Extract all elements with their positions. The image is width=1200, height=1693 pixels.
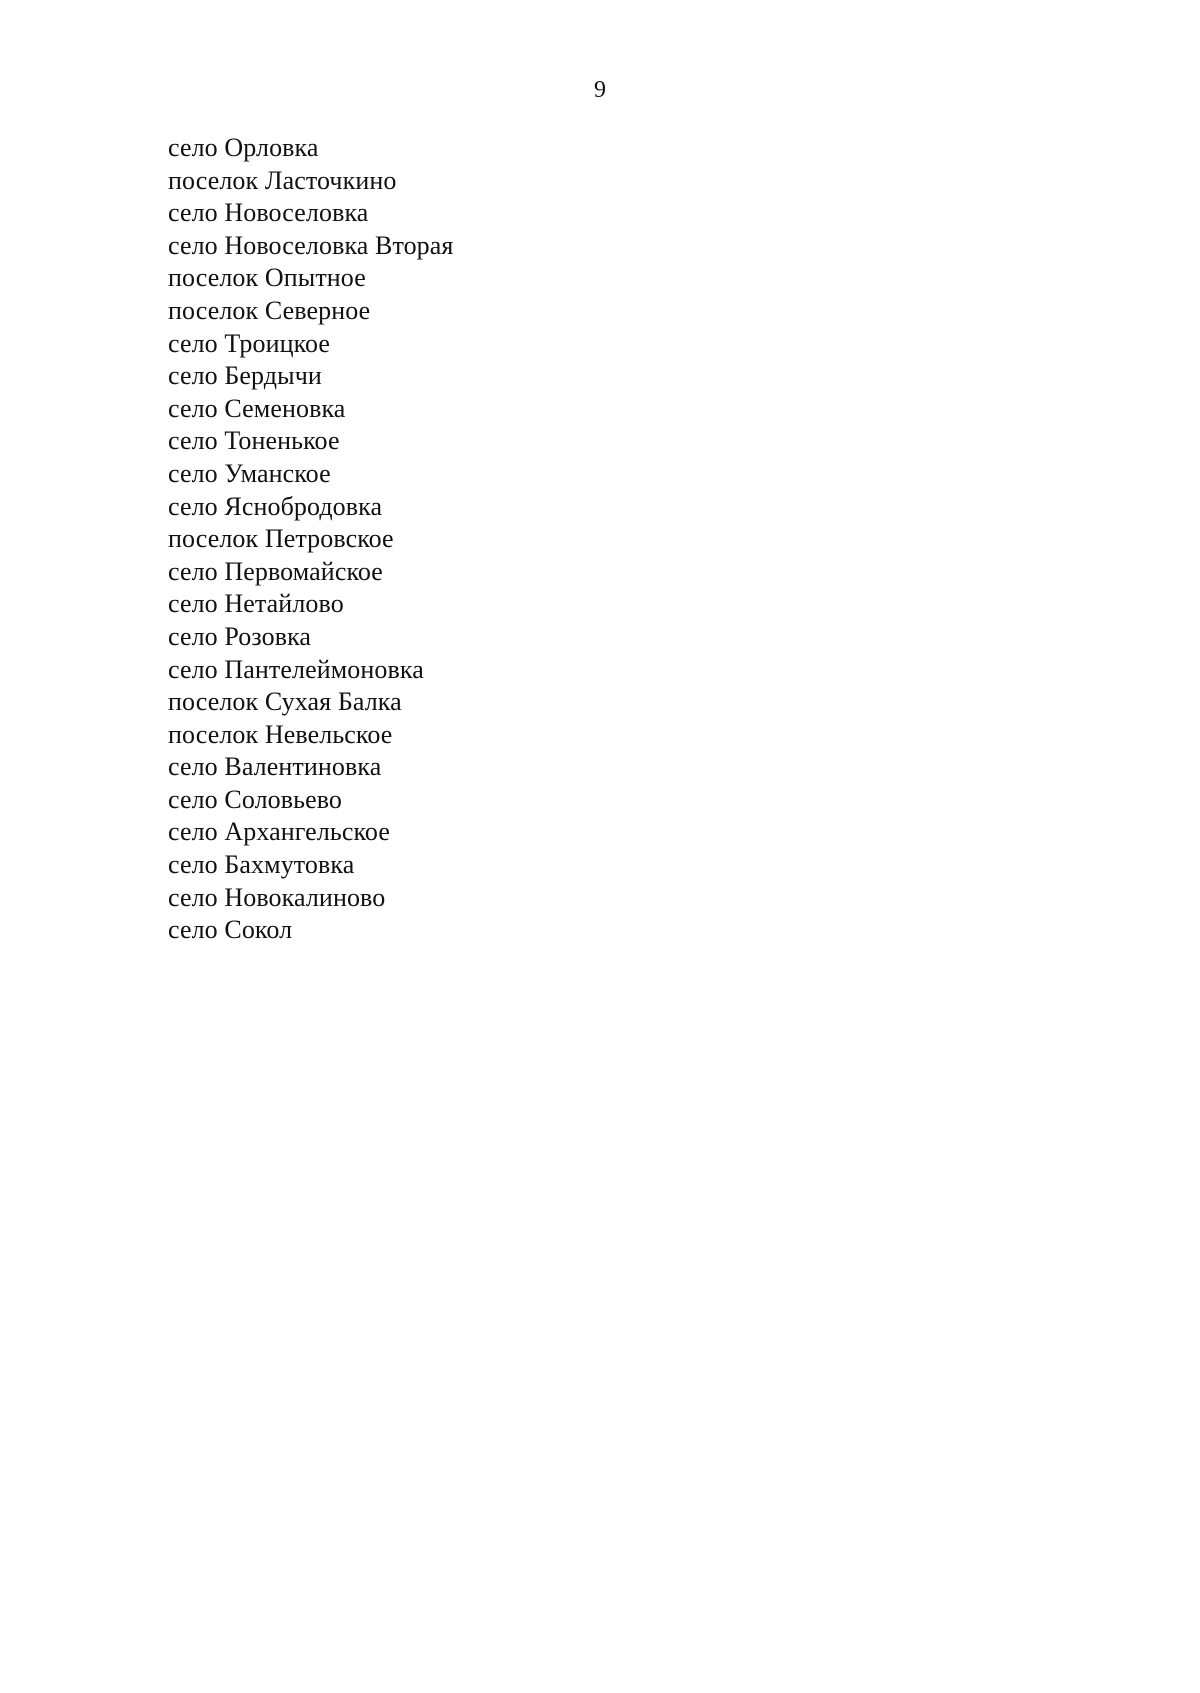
list-item: село Яснобродовка [168, 491, 383, 521]
list-item: село Валентиновка [168, 752, 382, 782]
page-number: 9 [594, 77, 606, 103]
list-item: поселок Ласточкино [168, 165, 397, 195]
list-item: поселок Северное [168, 295, 371, 325]
list-item: поселок Невельское [168, 719, 393, 749]
list-item: село Уманское [168, 458, 331, 488]
list-item: село Новоселовка [168, 198, 369, 228]
list-item: село Новоселовка Вторая [168, 230, 454, 260]
list-item: село Сокол [168, 915, 293, 945]
list-item: село Соловьево [168, 784, 343, 814]
list-item: село Нетайлово [168, 589, 344, 619]
list-item: село Розовка [168, 621, 312, 651]
list-item: село Тоненькое [168, 426, 340, 456]
list-item: поселок Сухая Балка [168, 687, 402, 717]
list-item: село Первомайское [168, 556, 383, 586]
list-item: поселок Петровское [168, 524, 394, 554]
list-item: село Орловка [168, 133, 319, 162]
list-item: село Семеновка [168, 393, 346, 423]
list-item: село Новокалиново [168, 882, 386, 912]
list-item: село Троицкое [168, 328, 331, 358]
settlement-list [168, 132, 453, 947]
list-item: поселок Опытное [168, 263, 366, 293]
list-item: село Бахмутовка [168, 850, 355, 880]
list-item: село Пантелеймоновка [168, 654, 424, 684]
list-item: село Архангельское [168, 817, 390, 847]
list-item: село Бердычи [168, 361, 322, 391]
